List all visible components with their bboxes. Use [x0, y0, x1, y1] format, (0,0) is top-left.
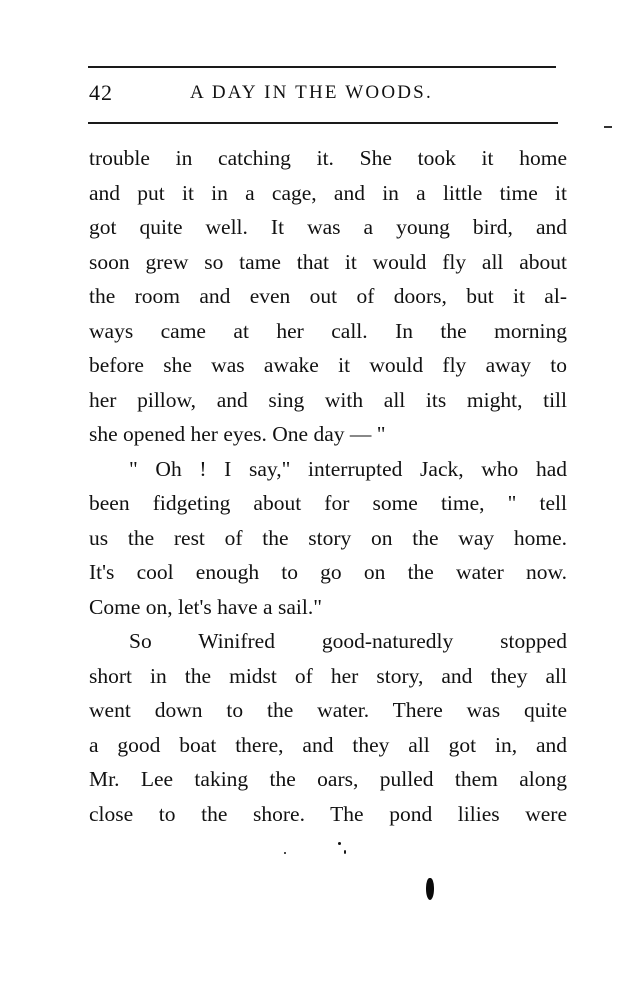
page-number: 42 [89, 80, 113, 105]
header-rule-bottom [88, 122, 558, 124]
text-line: been fidgeting about for some time, " tell [89, 491, 567, 515]
text-line: " Oh ! I say," interrupted Jack, who had [129, 456, 567, 481]
text-line: Mr. Lee taking the oars, pulled them along [89, 767, 567, 791]
text-line: she opened her eyes. One day — " [89, 422, 386, 446]
text-line: her pillow, and sing with all its might, till [89, 387, 567, 412]
text-line: the room and even out of doors, but it al- [89, 284, 567, 308]
running-head: A DAY IN THE WOODS. [190, 82, 433, 103]
text-line: before she was awake it would fly away to [89, 353, 567, 377]
text-line: and put it in a cage, and in a little time it [89, 180, 567, 205]
text-line: So Winifred good-naturedly stopped [129, 629, 567, 653]
text-line: ways came at her call. In the morning [89, 318, 567, 343]
text-line: Come on, let's have a sail." [89, 594, 322, 619]
text-line: went down to the water. There was quite [89, 698, 567, 722]
body-text [89, 141, 567, 831]
ink-blot [426, 878, 434, 900]
ink-speck [338, 842, 341, 845]
header-rule-top [88, 66, 556, 68]
ink-speck [344, 850, 346, 854]
text-line: trouble in catching it. She took it home [89, 146, 567, 170]
text-line: soon grew so tame that it would fly all about [89, 249, 567, 274]
ink-speck [284, 852, 286, 854]
text-line: close to the shore. The pond lilies were [89, 801, 567, 826]
text-line: us the rest of the story on the way home. [89, 525, 567, 550]
margin-mark [604, 126, 612, 128]
text-line: short in the midst of her story, and they all [89, 663, 567, 688]
text-line: a good boat there, and they all got in, and [89, 732, 567, 757]
text-line: got quite well. It was a young bird, and [89, 215, 567, 239]
text-line: It's cool enough to go on the water now. [89, 560, 567, 584]
